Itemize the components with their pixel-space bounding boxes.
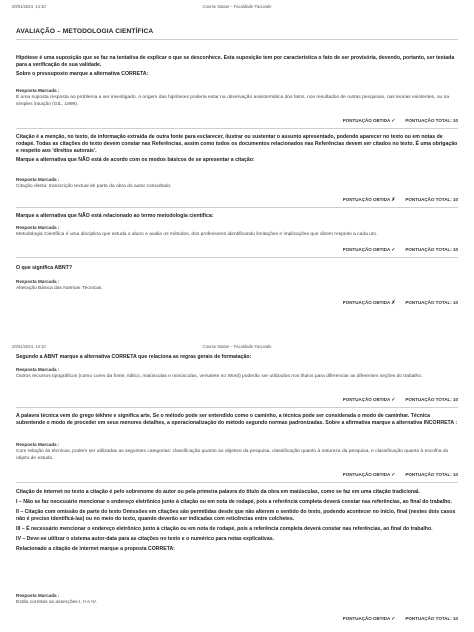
question-prompt: Marque a alternativa que NÃO está de acordo com os modos básicos de se apresentar a citação: (16, 157, 255, 163)
score-total: PONTUAÇÃO TOTAL: 10 (405, 397, 458, 402)
page-gap (0, 318, 474, 340)
check-icon: ✓ (391, 118, 396, 124)
score-row (341, 397, 458, 403)
question-prompt: Relacionado a citação de internet marque a proposta CORRETA: (16, 546, 176, 552)
check-icon: ✓ (391, 247, 396, 253)
answer-text: Citação direta: transcrição textual de parte da obra do autor consultado. (16, 184, 172, 189)
divider (16, 482, 458, 483)
answer-label: Resposta Marcada : (16, 442, 60, 447)
divider (16, 257, 458, 258)
score-total: PONTUAÇÃO TOTAL: 10 (405, 616, 458, 621)
answer-text: Alteração Básica das Normas Técnicas. (16, 286, 103, 291)
answer-text: Com relação às técnicas, podem ser utilizadas as seguintes categorias: classificação quanto ao objetivo da pesquisa, classificação quanto à natureza da pesquisa, e classificação quanto à escolha do objeto de estudo. (16, 449, 449, 461)
question-prompt: Sobre o pressuposto marque a alternativa CORRETA: (16, 71, 149, 77)
question-prompt: Segundo a ABNT marque a alternativa CORRETA que relaciona as regras gerais de formatação: (16, 354, 252, 360)
answer-label: Resposta Marcada : (16, 279, 60, 284)
score-obtained-label: PONTUAÇÃO OBTIDA (342, 197, 391, 202)
check-icon: ✓ (391, 616, 396, 622)
score-total: PONTUAÇÃO TOTAL: 10 (405, 197, 458, 202)
question-text: A palavra técnica vem do grego tékhne e significa arte. Se o método pode ser entendido como o caminho, a técnica pode ser considerada o modo de caminhar. Técnica subentende o modo de proceder em seus menores detalhes, a operacionalização do método segundo normas padronizadas. Sobre a afirmativa marque a alternativa INCORRETA : (16, 413, 458, 426)
score-obtained-label: PONTUAÇÃO OBTIDA (342, 472, 391, 477)
answer-text: Metodologia Científica é uma disciplina que estuda o aluno e avalia os métodos, dos professores identificando limitações e implicações que dizem respeito a cada um. (16, 232, 378, 237)
question-text: Hipótese é uma suposição que se faz na tentativa de explicar o que se desconhece. Esta suposição tem por característica o fato de ser provisória, devendo, portanto, ser testada para a verificação de sua validade. (16, 55, 455, 68)
answer-label: Resposta Marcada : (16, 88, 60, 93)
question-7 (16, 489, 458, 555)
assertion-ii: II – Citação com omissão de parte do texto Omissões em citações são permitidas desde que não alterem o sentido do texto, podendo acontecer no início, final (nestes dois casos não é preciso identificá-las) ou no meio do texto, quando deverão ser indicadas com reticências entre colchetes. (16, 509, 456, 522)
print-header (12, 4, 462, 12)
answer-label: Resposta Marcada : (16, 367, 60, 372)
answer-label: Resposta Marcada : (16, 225, 60, 230)
divider (16, 207, 458, 208)
assertion-iii: III – É necessário mencionar o endereço eletrônico junto à citação ou em nota de rodapé, pois a referência completa deverá constar nas referências, ao final do trabalho. (16, 526, 433, 532)
score-obtained-label: PONTUAÇÃO OBTIDA (342, 118, 391, 123)
score-total: PONTUAÇÃO TOTAL: 10 (405, 472, 458, 477)
answer-label: Resposta Marcada : (16, 593, 60, 598)
answer-text: Estão corretas as asserções I, II e IV. (16, 600, 97, 605)
score-obtained-label: PONTUAÇÃO OBTIDA (342, 397, 391, 402)
assertion-i: I – Não se faz necessário mencionar o endereço eletrônico junto à citação ou em nota de rodapé, pois a referência completa deverá constar nas referências, ao final do trabalho. (16, 499, 452, 505)
x-icon: ✗ (391, 300, 396, 306)
question-1 (16, 55, 458, 80)
score-row (341, 197, 458, 203)
question-text: Citação é a menção, no texto, de informação extraída de outra fonte para esclarecer, ilustrar ou sustentar o assunto apresentado, podendo aparecer no texto ou em notas de rodapé. Todas as citações do texto devem constar nas Referências, assim como todos os documentos relacionados nas Referências devem ser citados no texto. É uma obrigação e respeito aos 'direitos autorais'. (16, 134, 458, 154)
question-5 (16, 354, 458, 363)
score-row (341, 472, 458, 478)
score-obtained-label: PONTUAÇÃO OBTIDA (342, 247, 391, 252)
print-header (12, 344, 462, 352)
print-date: 20/01/2024, 14:10 (12, 344, 46, 349)
score-row (341, 247, 458, 253)
assertion-iv: IV – Deve-se utilizar o sistema autor-data para as citações no texto e o numérico para notas explicativas. (16, 536, 275, 542)
score-row (341, 616, 458, 622)
score-row (341, 118, 458, 124)
print-site-title: Course Status – Faculdade Facuvale (202, 344, 272, 349)
question-6 (16, 413, 458, 429)
question-prompt: Marque a alternativa que NÃO está relacionado ao termo metodologia científica: (16, 213, 214, 219)
answer-text: Outros recursos tipográficos (como cores da fonte, itálico, maiúsculas e minúsculas, versalete no Word) poderão ser utilizados nos títulos para diferenciar as diferentes seções do trabalho. (16, 374, 423, 379)
question-4 (16, 265, 458, 274)
answer-label: Resposta Marcada : (16, 177, 60, 182)
divider (16, 128, 458, 129)
document-page-2 (0, 340, 474, 632)
score-total: PONTUAÇÃO TOTAL: 10 (405, 300, 458, 305)
print-date: 20/01/2024, 14:10 (12, 4, 46, 9)
score-obtained-label: PONTUAÇÃO OBTIDA (342, 300, 391, 305)
x-icon: ✗ (391, 197, 396, 203)
page-title: AVALIAÇÃO – METODOLOGIA CIENTÍFICA (16, 28, 154, 35)
question-text: Citação de internet no texto a citação é pelo sobrenome do autor ou pela primeira palavra do título da obra em maiúsculas, como se faz em uma citação tradicional. (16, 489, 420, 495)
score-row (341, 300, 458, 306)
check-icon: ✓ (391, 397, 396, 403)
score-total: PONTUAÇÃO TOTAL: 10 (405, 247, 458, 252)
divider (16, 39, 458, 40)
score-total: PONTUAÇÃO TOTAL: 10 (405, 118, 458, 123)
check-icon: ✓ (391, 472, 396, 478)
score-obtained-label: PONTUAÇÃO OBTIDA (342, 616, 391, 621)
print-site-title: Course Status – Faculdade Facuvale (202, 4, 272, 9)
divider (16, 407, 458, 408)
question-prompt: O que significa ABNT? (16, 265, 73, 271)
question-3 (16, 213, 458, 222)
question-2 (16, 134, 458, 166)
answer-text: É uma suposta resposta ao problema a ser investigado. A origem das hipóteses poderia estar na observação assistemática dos fatos, nos resultados de outras pesquisas, nas teorias existentes, ou na simples intuição (GIL, 1999). (16, 95, 450, 107)
